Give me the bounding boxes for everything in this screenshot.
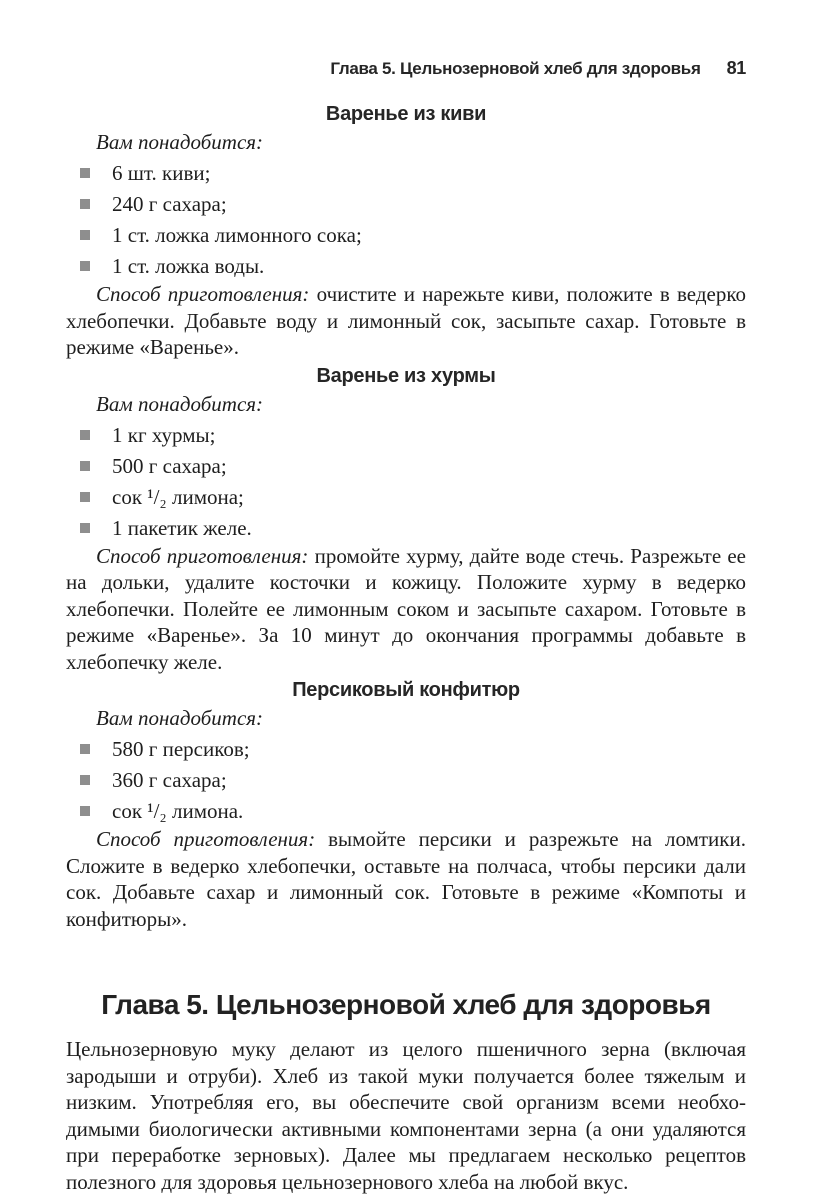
list-item <box>66 191 746 217</box>
ingredient-text: 1 пакетик желе. <box>112 515 252 540</box>
ingredient-text: сок ¹/₂ лимона; <box>112 484 244 509</box>
method-text: промойте хурму, дайте воде стечь. Разрежьте ее на дольки, удалите косточки и кожицу. Положите хурму в ведерко хлебопечки. Полейте ее лимонным соком и засыпьте сахаром. Готовьте в режиме «Варенье». За 10 минут до окончания программы добавьте в хлебопечку желе. <box>66 543 746 674</box>
bullet-square-icon <box>80 168 90 178</box>
bullet-square-icon <box>80 492 90 502</box>
list-item <box>66 736 746 762</box>
bullet-square-icon <box>80 523 90 533</box>
list-item <box>66 422 746 448</box>
recipe-title: Варенье из хурмы <box>316 364 496 387</box>
page-number: 81 <box>726 58 746 78</box>
ingredient-text: 1 ст. ложка воды. <box>112 254 265 278</box>
list-item <box>66 160 746 186</box>
method-text: вымойте персики и разрежьте на ломтики. Сложите в ведерко хлебопечки, оставьте на полчаса, чтобы персики дали сок. Добавьте сахар и лимонный сок. Готовьте в режиме «Компоты и конфитюры». <box>66 827 746 931</box>
list-item <box>66 767 746 793</box>
ingredient-text: 6 шт. киви; <box>112 161 211 185</box>
list-item <box>66 222 746 248</box>
recipe-section-peach-confiture <box>66 679 746 932</box>
ingredient-text: 1 ст. ложка лимонного сока; <box>112 223 362 247</box>
page-content <box>66 58 746 1195</box>
ingredient-text: сок ¹/₂ лимона. <box>112 799 244 823</box>
ingredient-text: 500 г сахара; <box>112 453 227 478</box>
needs-label: Вам понадобится: <box>96 706 264 730</box>
ingredient-text: 240 г сахара; <box>112 192 227 216</box>
method-label: Способ приготовления: <box>96 827 316 851</box>
method-paragraph <box>66 281 746 361</box>
ingredient-text: 580 г персиков; <box>112 737 250 761</box>
ingredient-list <box>66 422 746 541</box>
bullet-square-icon <box>80 806 90 816</box>
method-text: очистите и нарежьте киви, положите в ведерко хлебопечки. Добавьте воду и лимонный сок, засыпьте сахар. Готовьте в режиме «Варенье». <box>66 282 746 359</box>
list-item <box>66 515 746 541</box>
bullet-square-icon <box>80 744 90 754</box>
list-item <box>66 253 746 279</box>
bullet-square-icon <box>80 775 90 785</box>
method-label: Способ приготовления: <box>96 282 310 306</box>
bullet-square-icon <box>80 430 90 440</box>
ingredient-text: 360 г сахара; <box>112 768 227 792</box>
needs-label: Вам понадобится: <box>96 391 264 416</box>
running-header-chapter: Глава 5. Цельнозерновой хлеб для здоровья <box>330 59 701 78</box>
recipe-section-persimmon-jam <box>66 365 746 676</box>
chapter-section <box>66 988 746 1195</box>
method-paragraph <box>66 826 746 932</box>
recipe-title: Варенье из киви <box>325 103 487 125</box>
list-item <box>66 484 746 510</box>
ingredient-text: 1 кг хурмы; <box>112 422 216 447</box>
bullet-square-icon <box>80 461 90 471</box>
method-paragraph <box>66 543 746 676</box>
bullet-square-icon <box>80 230 90 240</box>
method-label: Способ приготовления: <box>96 543 309 568</box>
bullet-square-icon <box>80 199 90 209</box>
list-item <box>66 453 746 479</box>
recipe-title: Персиковый конфитюр <box>292 679 520 701</box>
recipe-section-kiwi-jam <box>66 103 746 361</box>
running-header <box>66 58 746 79</box>
list-item <box>66 798 746 824</box>
chapter-intro-paragraph: Цельнозерновую муку делают из целого пшеничного зерна (включая зародыши и отруби). Хлеб из такой муки получается более тяжелым и низким. Употребляя его, вы обеспечите свой организм всеми необходимыми биологически активными компонентами зерна (а они удаляются при переработке зерновых). Далее мы предлагаем несколько рецептов полезного для здоровья цельнозернового хлеба на любой вкус. <box>66 1037 746 1194</box>
needs-label: Вам понадобится: <box>96 130 264 154</box>
chapter-heading: Глава 5. Цельнозерновой хлеб для здоровья <box>101 989 711 1020</box>
ingredient-list <box>66 160 746 279</box>
bullet-square-icon <box>80 261 90 271</box>
ingredient-list <box>66 736 746 824</box>
